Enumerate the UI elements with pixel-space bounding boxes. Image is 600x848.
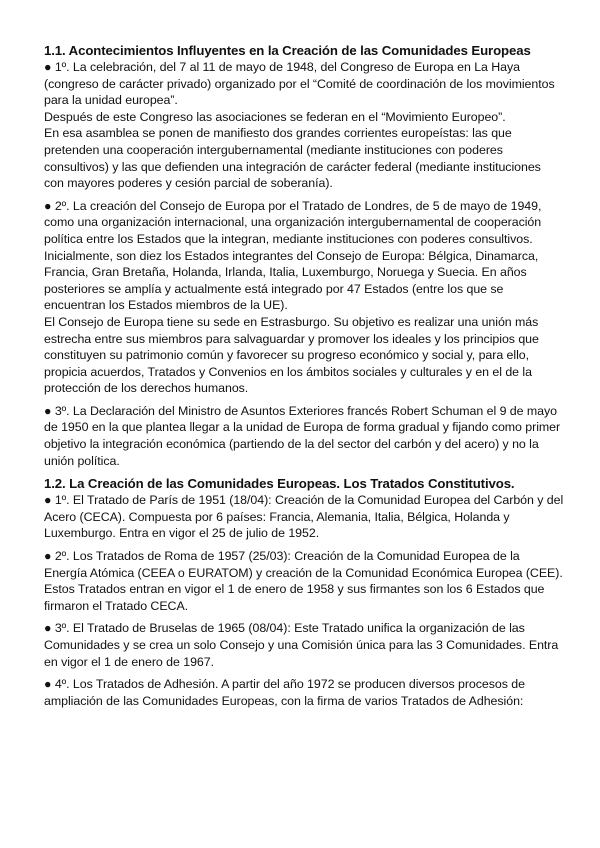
section-2-item-3: ● 3º. El Tratado de Bruselas de 1965 (08/04): Este Tratado unifica la organización de las Comunidades y se crea un solo Consejo y una Comisión única para las 3 Comunidades. Entra en vigor el 1 de enero de 1967. [44,621,559,669]
section-2-item-4: ● 4º. Los Tratados de Adhesión. A partir del año 1972 se producen diversos procesos de ampliación de las Comunidades Europeas, con la firma de varios Tratados de Adhesión: [44,677,525,708]
section-1-heading: 1.1. Acontecimientos Influyentes en la Creación de las Comunidades Europeas [44,43,531,58]
section-1-item-2: ● 2º. La creación del Consejo de Europa por el Tratado de Londres, de 5 de mayo de 1949, como una organización internacional, una organización intergubernamental de cooperación política entre los Estados que la integran, mediante instituciones con poderes consultivos. Inicialmente, son diez los Estados integrantes del Consejo de Europa: Bélgica, Dinamarca, Francia, Gran Bretaña, Holanda, Irlanda, Italia, Luxemburgo, Noruega y Suecia. En años posteriores se amplía y actualmente está integrado por 47 Estados (entre los que se encuentran los Estados miembros de la UE). [44,198,542,313]
section-1-item-2-paragraph-2: El Consejo de Europa tiene su sede en Estrasburgo. Su objetivo es realizar una unión más estrecha entre sus miembros para salvaguardar y promover los ideales y los principios que constituyen su patrimonio común y favorecer su progreso económico y social y, para ello, propicia acuerdos, Tratados y Convenios en los ámbitos sociales y culturales y en el de la protección de los derechos humanos. [44,314,539,396]
document-page [44,42,564,709]
section-1-item-1: ● 1º. La celebración, del 7 al 11 de mayo de 1948, del Congreso de Europa en La Haya (congreso de carácter privado) organizado por el “Comité de coordinación de los movimientos para la unidad europea”. [44,60,555,108]
section-1-item-1-paragraph-2: Después de este Congreso las asociaciones se federan en el “Movimiento Europeo”. [44,109,506,124]
section-2-item-2: ● 2º. Los Tratados de Roma de 1957 (25/03): Creación de la Comunidad Europea de la Energía Atómica (CEEA o EURATOM) y creación de la Comunidad Económica Europea (CEE). Estos Tratados entran en vigor el 1 de enero de 1958 y sus firmantes son los 6 Estados que firmaron el Tratado CECA. [44,549,563,613]
section-2-item-1: ● 1º. El Tratado de París de 1951 (18/04): Creación de la Comunidad Europea del Carbón y del Acero (CECA). Compuesta por 6 países: Francia, Alemania, Italia, Bélgica, Holanda y Luxemburgo. Entra en vigor el 25 de julio de 1952. [44,493,564,541]
section-1-item-1-paragraph-3: En esa asamblea se ponen de manifiesto dos grandes corrientes europeístas: las que pretenden una cooperación intergubernamental (mediante instituciones con poderes consultivos) y las que defienden una integración de carácter federal (mediante instituciones con mayores poderes y cesión parcial de soberanía). [44,126,541,191]
section-1-item-3: ● 3º. La Declaración del Ministro de Asuntos Exteriores francés Robert Schuman el 9 de mayo de 1950 en la que plantea llegar a la unidad de Europa de forma gradual y fijando como primer objetivo la integración económica (partiendo de la del sector del carbón y del acero) y no la unión política. [44,403,561,468]
section-2-heading: 1.2. La Creación de las Comunidades Europeas. Los Tratados Constitutivos. [44,476,515,492]
